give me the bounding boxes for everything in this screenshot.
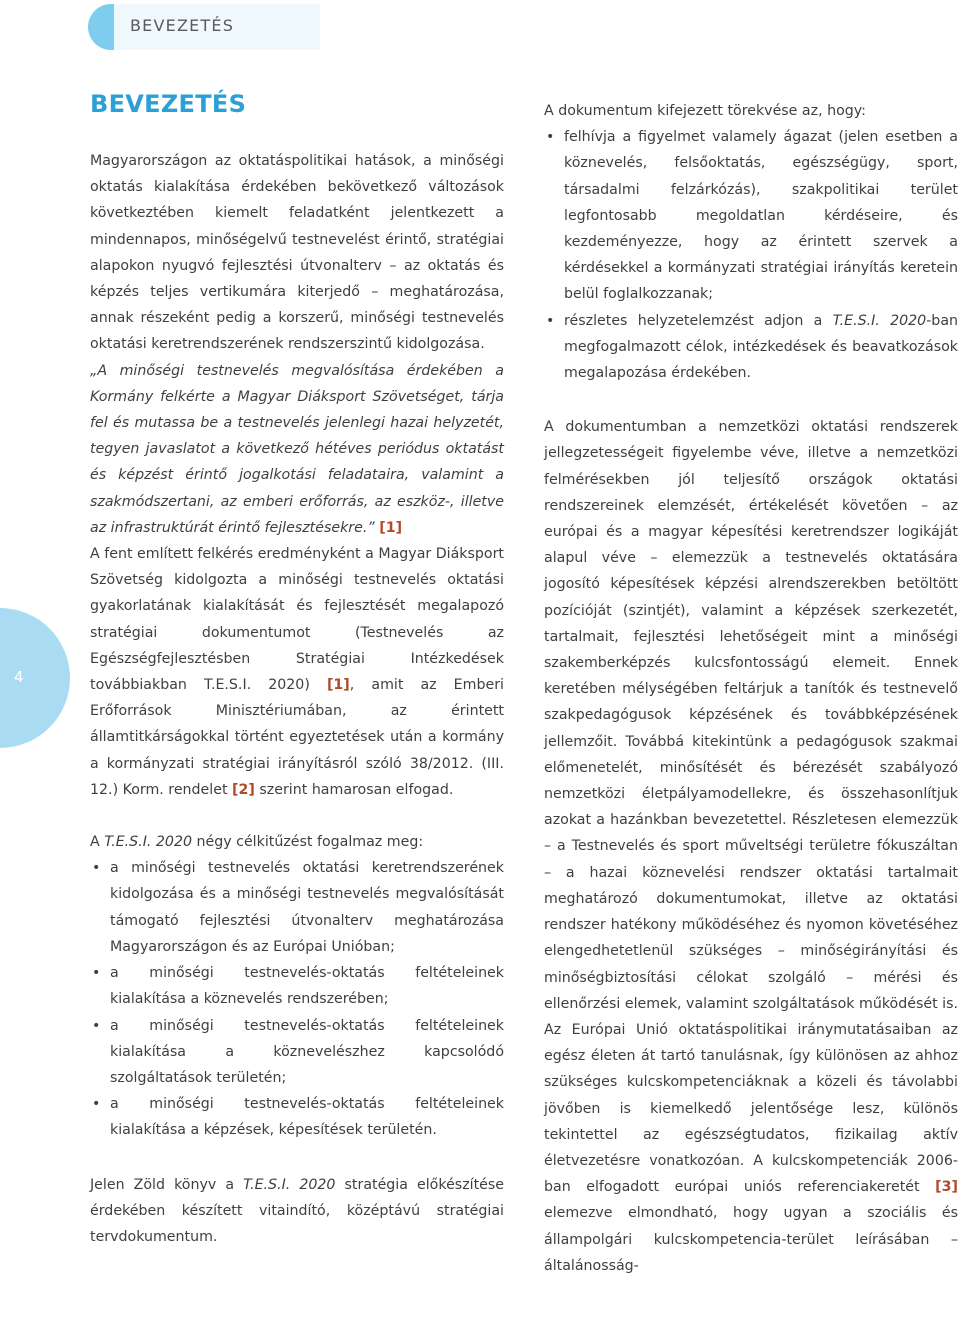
eu-policy-text-b: elemezve elmondható, hogy ugyan a szociális és állampolgári kulcskompetencia-terület leírásában – általánosság- (544, 1205, 958, 1274)
page-number-badge (0, 608, 70, 748)
aims-list (544, 124, 958, 386)
goal-item: • a minőségi testnevelés-oktatás feltételeinek kialakítása a képzések, képesítések területén. (90, 1091, 504, 1143)
page-number: 4 (14, 668, 24, 686)
right-column (544, 98, 958, 1279)
citation-ref-2: [2] (232, 781, 255, 798)
strategy-paragraph (90, 541, 504, 803)
goal-item: • a minőségi testnevelés-oktatás feltételeinek kialakítása a köznevelés rendszerében; (90, 960, 504, 1012)
eu-policy-text-a: Az Európai Unió oktatáspolitikai iránymutatásaiban az egész életen át tartó tanulásnak, így különösen az ahhoz szükséges kulcskompetenciáknak a közeli és távolabbi jövőben is kiemelkedő jelentősége lesz, különös tekintettel az egészségtudatos, fizikailag aktív életvezetésre vonatkozóan. A kulcskompetenciák 2006-ban elfogadott európai uniós referenciakeretét (544, 1021, 958, 1196)
aim-doc-name: T.E.S.I. 2020 (832, 312, 927, 329)
running-header-title: BEVEZETÉS (130, 16, 235, 35)
aim-text-post: -ban megfogalmazott célok, intézkedések és beavatkozások megalapozása érdekében. (564, 312, 958, 382)
citation-ref-1b: [1] (326, 677, 350, 694)
intro-paragraph: Magyarországon az oktatáspolitikai hatások, a minőségi oktatás kialakítása érdekében bekövetkező változások következtében kiemelt feladatként jelentkezett a mindennapos, minőségelvű testnevelést érintő, stratégiai alapokon nyugvó fejlesztési útvonalterv – az oktatás és képzés teljes vertikumára kiterjedő – meghatározása, annak részeként pedig a korszerű, minőségi testnevelés oktatási keretrendszerének rendszerszintű kidolgozása. (90, 153, 504, 353)
goals-intro-post: négy célkitűzést fogalmaz meg: (192, 834, 424, 851)
aims-intro: A dokumentum kifejezett törekvése az, hogy: (544, 103, 866, 119)
green-book-pre: Jelen Zöld könyv a (90, 1176, 244, 1193)
goals-intro (90, 829, 504, 855)
left-column (90, 148, 504, 1250)
green-book-post: stratégia előkészítése érdekében készített vitaindító, középtávú stratégiai tervdokumentum. (90, 1176, 504, 1245)
goals-list (90, 855, 504, 1143)
strategy-text-a: A fent említett felkérés eredményként a Magyar Diáksport Szövetség kidolgozta a minőségi testnevelés oktatási gyakorlatának kialakítását és fejlesztését megalapozó stratégiai dokumentumot (Testnevelés az Egészségfejlesztésben Stratégiai Intézkedések továbbiakban T.E.S.I. 2020) (90, 546, 504, 694)
citation-ref-1: [1] (379, 519, 403, 536)
goal-item: • a minőségi testnevelés oktatási keretrendszerének kidolgozása és a minőségi testnevelés megvalósítását támogató fejlesztési útvonalterv meghatározása Magyarországon és az Európai Unióban; (90, 855, 504, 960)
goal-item: • a minőségi testnevelés-oktatás feltételeinek kialakítása a köznevelészhez kapcsolódó szolgáltatások területén; (90, 1013, 504, 1092)
aim-item (544, 308, 958, 387)
strategy-text-c: szerint hamarosan elfogad. (259, 781, 454, 798)
citation-ref-3: [3] (935, 1179, 958, 1196)
aim-item: • felhívja a figyelmet valamely ágazat (jelen esetben a köznevelés, felsőoktatás, egészségügy, sport, társadalmi felzárkózás), szakpolitikai terület legfontosabb megoldatlan kérdéseire, és kezdeményezze, hogy az érintett szervek a kérdésekkel a kormányzati stratégiai irányítás keretein belül foglalkozzanak; (544, 124, 958, 307)
goals-intro-doc-name: T.E.S.I. 2020 (104, 834, 193, 851)
strategy-text-b: , amit az Emberi Erőforrások Minisztériumában, az érintett államtitkárságokkal történt egyeztetések után a kormány a kormányzati stratégiai irányításról szóló 38/2012. (III. 12.) Korm. rendelet (90, 677, 504, 798)
section-heading: BEVEZETÉS (90, 90, 247, 118)
government-quote (90, 358, 504, 541)
international-analysis-paragraph: A dokumentumban a nemzetközi oktatási rendszerek jellegzetességeit figyelembe véve, illetve a nemzetközi felmérésekben jól teljesítő országok oktatási rendszereinek elemzését, értékelését követően – az európai és a magyar képesítési keretrendszer logikáját alapul véve – elemezzük a testnevelés oktatására jogosító képesítések képzési alrendszerekben betöltött pozícióját (szintjét), valamint a képzések szerkezetét, tartalmait, fejlesztési lehetőségeit mint a minőségi szakemberképzés kulcsfontosságú elemeit. Ennek keretében mélységében feltárjuk a tanítók és testnevelő szakpedagógusok képzésének és továbbképzésének jellemzőit. Továbbá kitekintünk a pedagógusok szakmai előmenetelét, minősítését és bérezését szabályozó nemzetközi életpályamodellekre, és összehasonlítjuk azokat a hazánkban bevezetettel. Részletesen elemezzük – a Testnevelés és sport műveltségi területre fókuszáltan – a hazai köznevelési rendszer oktatási tartalmait meghatározó dokumentumokat, illetve az oktatási rendszer hatékony működéséhez és nyomon követéséhez elengedhetetlenül szükséges – minőségirányítási és minőségbiztosítási célokat szolgáló – mérési és ellenőrzési elemek, valamint szolgáltatások működését is. (544, 419, 958, 1012)
aim-text-pre: részletes helyzetelemzést adjon a (564, 312, 833, 329)
green-book-doc-name: T.E.S.I. 2020 (243, 1176, 336, 1193)
goals-intro-pre: A (90, 834, 105, 851)
green-book-paragraph (90, 1172, 504, 1251)
quote-text: „A minőségi testnevelés megvalósítása érdekében a Kormány felkérte a Magyar Diáksport Szövetséget, tárja fel és mutassa be a testnevelés jelenlegi hazai helyzetét, tegyen javaslatot a következő hétéves periódus oktatást és képzést érintő jogalkotási feladataira, valamint a szakmódszertani, az emberi erőforrás, az eszköz-, illetve az infrastruktúrát érintő fejlesztésekre.” (90, 362, 504, 536)
eu-policy-paragraph (544, 1017, 958, 1279)
